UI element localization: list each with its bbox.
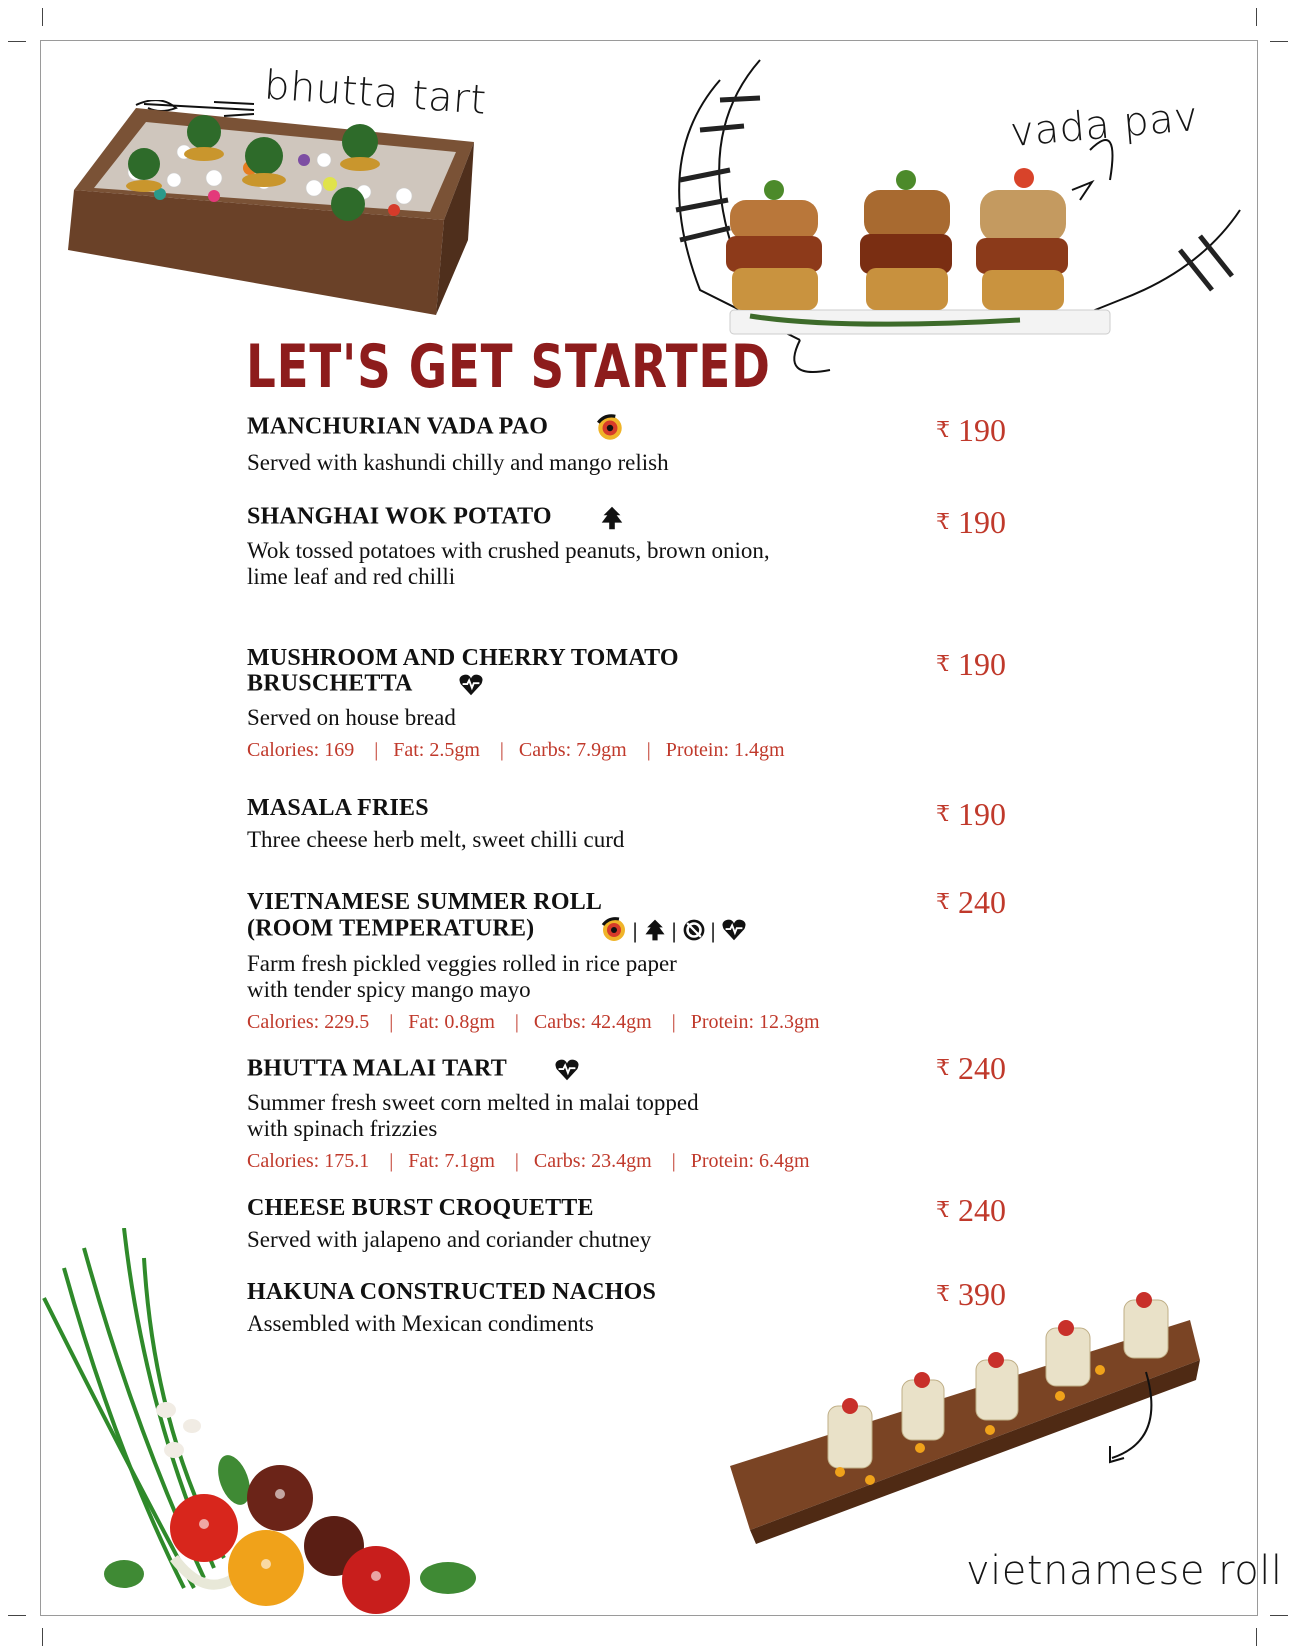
fat: Fat: 0.8gm xyxy=(408,1011,495,1033)
crop-mark xyxy=(1256,1628,1257,1646)
item-price: ₹ 240 xyxy=(936,884,1006,920)
healthy-heart-icon xyxy=(720,916,748,944)
item-description-line: lime leaf and red chilli xyxy=(247,564,456,589)
item-price: ₹ 190 xyxy=(936,646,1006,682)
menu-item xyxy=(247,1056,1007,1173)
spicy-icon xyxy=(594,412,626,444)
item-price: ₹ 240 xyxy=(936,1050,1006,1086)
item-name: CHEESE BURST CROQUETTE xyxy=(247,1195,594,1221)
vegetables-illustration xyxy=(24,1228,494,1620)
item-description-line: Wok tossed potatoes with crushed peanuts, brown onion, xyxy=(247,538,770,563)
vietnamese-roll-caption: vietnamese roll xyxy=(966,1548,1283,1594)
healthy-heart-icon xyxy=(457,671,485,699)
nutrition-info: Calories: 175.1 | Fat: 7.1gm | Carbs: 23.4gm | Protein: 6.4gm xyxy=(247,1150,810,1172)
item-description: Served with jalapeno and coriander chutney xyxy=(247,1227,652,1252)
item-price: ₹ 390 xyxy=(936,1276,1006,1312)
item-description: Served with kashundi chilly and mango relish xyxy=(247,450,669,475)
protein: Protein: 12.3gm xyxy=(690,1011,820,1033)
calories: Calories: 175.1 xyxy=(247,1150,370,1172)
item-price: ₹ 240 xyxy=(936,1192,1006,1228)
nut-icon xyxy=(642,917,668,943)
crop-mark xyxy=(1256,8,1257,26)
item-name: MASALA FRIES xyxy=(247,795,429,821)
vietnamese-roll-illustration xyxy=(720,1260,1260,1560)
item-price: ₹ 190 xyxy=(936,412,1006,448)
item-description: Served on house bread xyxy=(247,705,456,730)
divider: | xyxy=(710,917,716,943)
section-title: LET'S GET STARTED xyxy=(246,332,771,402)
nut-icon xyxy=(598,504,626,532)
protein: Protein: 1.4gm xyxy=(665,739,785,761)
menu-item xyxy=(247,890,1007,1034)
fat: Fat: 2.5gm xyxy=(393,739,480,761)
item-description-line: Summer fresh sweet corn melted in malai topped xyxy=(247,1090,699,1115)
crop-mark xyxy=(42,8,43,26)
item-name: SHANGHAI WOK POTATO xyxy=(247,503,552,530)
item-name-line: MUSHROOM AND CHERRY TOMATO xyxy=(247,645,679,671)
bhutta-tart-illustration xyxy=(64,100,484,330)
item-name-line: (ROOM TEMPERATURE) xyxy=(247,915,535,942)
divider: | xyxy=(632,917,638,943)
item-name: HAKUNA CONSTRUCTED NACHOS xyxy=(247,1279,657,1305)
calories: Calories: 229.5 xyxy=(247,1011,370,1033)
item-name-line: BRUSCHETTA xyxy=(247,670,412,697)
calories: Calories: 169 xyxy=(247,739,355,761)
item-name-line: VIETNAMESE SUMMER ROLL xyxy=(247,889,603,915)
nutrition-info: Calories: 229.5 | Fat: 0.8gm | Carbs: 42.4gm | Protein: 12.3gm xyxy=(247,1011,820,1033)
item-name: MANCHURIAN VADA PAO xyxy=(247,413,549,440)
crop-mark xyxy=(8,41,26,42)
crop-mark xyxy=(1270,1615,1288,1616)
nutrition-info: Calories: 169 | Fat: 2.5gm | Carbs: 7.9gm | Protein: 1.4gm xyxy=(247,739,785,761)
bhutta-tart-caption: bhutta tart xyxy=(262,62,488,124)
crop-mark xyxy=(42,1628,43,1646)
item-name: BHUTTA MALAI TART xyxy=(247,1055,507,1082)
carbs: Carbs: 7.9gm xyxy=(518,739,627,761)
fat: Fat: 7.1gm xyxy=(408,1150,495,1172)
carbs: Carbs: 23.4gm xyxy=(533,1150,652,1172)
menu-item xyxy=(247,646,1007,762)
item-description-line: with tender spicy mango mayo xyxy=(247,977,531,1002)
item-price: ₹ 190 xyxy=(936,796,1006,832)
vada-pav-caption: vada pav xyxy=(1008,93,1201,157)
no-gluten-icon xyxy=(681,917,707,943)
spicy-icon xyxy=(599,915,629,945)
menu-item xyxy=(247,796,1007,853)
menu-item xyxy=(247,504,1007,590)
item-price: ₹ 190 xyxy=(936,504,1006,540)
item-description-line: with spinach frizzies xyxy=(247,1116,438,1141)
menu-item xyxy=(247,412,1007,476)
carbs: Carbs: 42.4gm xyxy=(533,1011,652,1033)
vada-pav-illustration xyxy=(640,40,1276,380)
protein: Protein: 6.4gm xyxy=(690,1150,810,1172)
item-description: Assembled with Mexican condiments xyxy=(247,1311,594,1336)
item-description-line: Farm fresh pickled veggies rolled in rice paper xyxy=(247,951,677,976)
divider: | xyxy=(671,917,677,943)
item-description: Three cheese herb melt, sweet chilli curd xyxy=(247,827,625,852)
healthy-heart-icon xyxy=(553,1056,581,1084)
